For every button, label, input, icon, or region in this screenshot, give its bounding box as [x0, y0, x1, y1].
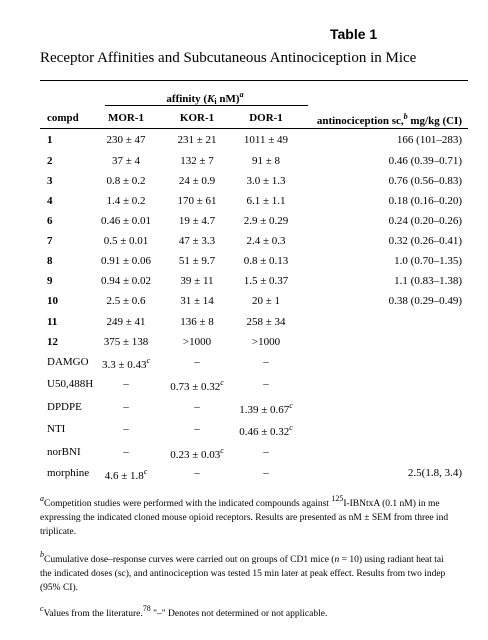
header-dor1: DOR-1 [249, 112, 283, 124]
cell-mor: 1.4 ± 0.2 [106, 195, 146, 207]
cell-kor: 51 ± 9.7 [178, 255, 216, 267]
affinity-group-header: affinity ($K_i$ nM)$^a$ [166, 90, 244, 106]
cell-anti: 0.46 (0.39–0.71) [388, 155, 462, 167]
header-kor1: KOR-1 [179, 112, 215, 124]
cell-kor: >1000 [182, 336, 212, 348]
table-caption: Receptor Affinities and Subcutaneous Antinociception in Mice [40, 50, 417, 66]
cell-anti: 0.32 (0.26–0.41) [388, 235, 462, 247]
cell-anti: 0.18 (0.16–0.20) [388, 195, 462, 207]
cell-mor: 0.94 ± 0.02 [100, 275, 152, 287]
cell-dor: – [263, 356, 269, 368]
cell-compd: 10 [47, 295, 58, 307]
cell-dor: 6.1 ± 1.1 [246, 195, 286, 207]
cell-dor: 2.9 ± 0.29 [243, 215, 289, 227]
cell-dor: 2.4 ± 0.3 [246, 235, 286, 247]
cell-mor: 3.3 ± 0.43$^c$ [101, 356, 151, 371]
cell-mor: – [123, 446, 129, 458]
cell-dor: – [263, 446, 269, 458]
cell-compd: DPDPE [47, 401, 82, 413]
cell-mor: 0.46 ± 0.01 [100, 215, 152, 227]
cell-compd: 9 [47, 275, 53, 287]
cell-anti: 0.38 (0.29–0.49) [388, 295, 462, 307]
cell-kor: – [194, 401, 200, 413]
cell-anti: 1.0 (0.70–1.35) [394, 255, 462, 267]
cell-mor: – [123, 378, 129, 390]
footnote-b: $^b$Cumulative dose–response curves were carried out on groups of CD1 mice (n = 10) using radiant heat tai the indicated doses (sc), and antinociception was tested 15 min later at peak effect. Results from two indep (95% CI). [40, 550, 446, 593]
cell-dor: 1011 ± 49 [243, 134, 289, 146]
cell-kor: 0.73 ± 0.32$^c$ [170, 378, 224, 393]
cell-anti: 2.5(1.8, 3.4) [407, 467, 462, 479]
cell-dor: 0.8 ± 0.13 [243, 255, 289, 267]
header-rule [40, 128, 468, 129]
cell-mor: 375 ± 138 [103, 336, 149, 348]
header-compd: compd [47, 112, 79, 124]
cell-kor: 31 ± 14 [180, 295, 214, 307]
cell-dor: 3.0 ± 1.3 [246, 175, 286, 187]
cell-dor: 0.46 ± 0.32$^c$ [239, 423, 293, 438]
cell-anti: 166 (101–283) [396, 134, 462, 146]
cell-mor: 0.91 ± 0.06 [100, 255, 152, 267]
cell-anti: 0.24 (0.20–0.26) [388, 215, 462, 227]
cell-compd: 3 [47, 175, 53, 187]
cell-dor: 20 ± 1 [251, 295, 281, 307]
cell-kor: – [194, 467, 200, 479]
cell-mor: 0.8 ± 0.2 [106, 175, 146, 187]
cell-mor: – [123, 401, 129, 413]
cell-kor: 170 ± 61 [177, 195, 217, 207]
cell-kor: 0.23 ± 0.03$^c$ [170, 446, 224, 461]
cell-compd: U50,488H [47, 378, 94, 390]
cell-mor: 37 ± 4 [111, 155, 141, 167]
cell-anti: 1.1 (0.83–1.38) [394, 275, 462, 287]
cell-kor: – [194, 356, 200, 368]
footnote-a: $^a$Competition studies were performed with the indicated compounds against $^{125}$I-IBNtxA (0.1 nM) in me expressing the indicated cloned mouse opioid receptors. Results are presented as nM ± SEM from three ind triplicate. [40, 494, 449, 537]
footnote-c: $^c$Values from the literature.$^{78}$ "–" Denotes not determined or not applicable. [40, 604, 328, 619]
header-mor1: MOR-1 [107, 112, 145, 124]
cell-compd: 7 [47, 235, 53, 247]
cell-compd: NTI [47, 423, 66, 435]
cell-dor: 91 ± 8 [251, 155, 281, 167]
cell-dor: – [263, 467, 269, 479]
cell-compd: 1 [47, 134, 53, 146]
table-label: Table 1 [330, 26, 378, 42]
cell-dor: 258 ± 34 [246, 316, 286, 328]
affinity-group-rule [105, 105, 308, 106]
cell-kor: – [194, 423, 200, 435]
cell-mor: 0.5 ± 0.01 [103, 235, 149, 247]
header-antinociception: antinociception sc,$^b$ mg/kg (CI) [316, 112, 462, 127]
cell-compd: 11 [47, 316, 58, 328]
cell-kor: 136 ± 8 [180, 316, 214, 328]
cell-dor: 1.39 ± 0.67$^c$ [239, 401, 293, 416]
cell-mor: – [123, 423, 129, 435]
cell-anti: 0.76 (0.56–0.83) [388, 175, 462, 187]
cell-kor: 19 ± 4.7 [178, 215, 216, 227]
cell-compd: 2 [47, 155, 53, 167]
cell-compd: morphine [47, 467, 90, 479]
cell-compd: norBNI [47, 446, 81, 458]
cell-mor: 2.5 ± 0.6 [106, 295, 146, 307]
cell-compd: 12 [47, 336, 58, 348]
cell-dor: 1.5 ± 0.37 [243, 275, 289, 287]
cell-compd: DAMGO [47, 356, 89, 368]
cell-kor: 47 ± 3.3 [178, 235, 216, 247]
cell-compd: 6 [47, 215, 53, 227]
cell-mor: 249 ± 41 [106, 316, 146, 328]
cell-compd: 8 [47, 255, 53, 267]
cell-mor: 4.6 ± 1.8$^c$ [104, 467, 148, 482]
cell-dor: >1000 [251, 336, 281, 348]
cell-mor: 230 ± 47 [106, 134, 146, 146]
cell-kor: 39 ± 11 [180, 275, 214, 287]
top-rule [40, 80, 468, 81]
cell-kor: 132 ± 7 [180, 155, 214, 167]
cell-kor: 231 ± 21 [177, 134, 217, 146]
cell-kor: 24 ± 0.9 [178, 175, 216, 187]
cell-dor: – [263, 378, 269, 390]
cell-compd: 4 [47, 195, 53, 207]
